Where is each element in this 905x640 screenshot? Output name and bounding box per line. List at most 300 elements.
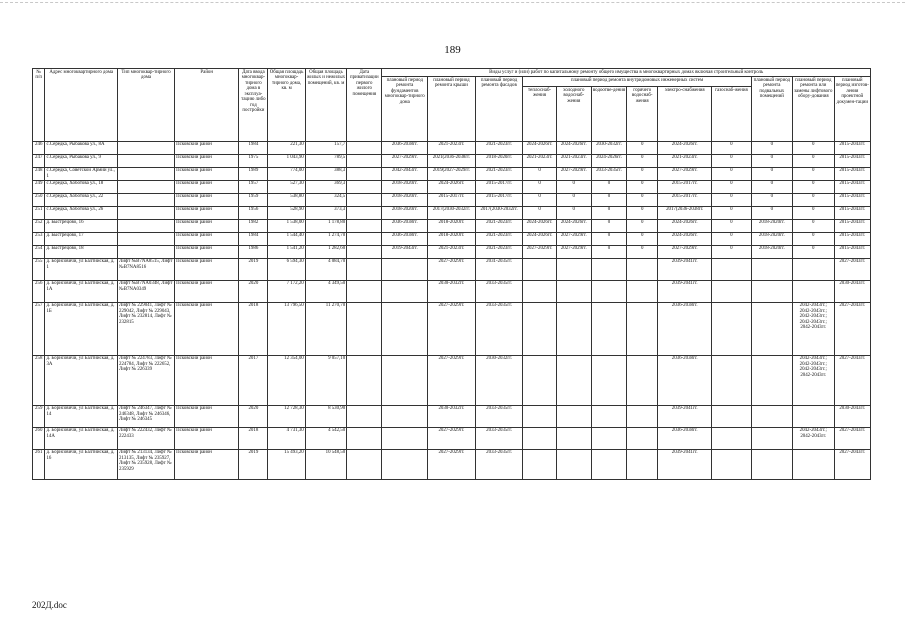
cell-foundation [382,302,428,355]
cell-facade: 2033-2035гг. [475,427,523,449]
cell-elevator: 0 [793,245,834,258]
cell-basement: 0 [751,154,792,167]
cell-roof: 2030-2032гг. [428,280,476,302]
cell-num: 254 [33,245,45,258]
cell-district: Псковский район [175,232,239,245]
cell-type [118,154,175,167]
cell-hot-water: 0 [627,232,658,245]
cell-basement [751,302,792,355]
cell-type: Лифт № 224783, Лифт № 224784, Лифт № 222652, Лифт № 226339 [118,355,175,405]
header-systems-title: плановый период ремонта внутридомовых инженерных систем [523,77,751,87]
cell-drainage [591,355,626,405]
cell-foundation [382,449,428,479]
cell-num: 259 [33,405,45,427]
cell-elevator: 0 [793,193,834,206]
cell-total-area: 774,00 [268,167,305,180]
cell-hot-water [627,258,658,280]
cell-design: 2015-2043гг. [834,154,870,167]
cell-drainage [591,302,626,355]
table-row [33,141,871,154]
capital-repair-table-wrap [32,68,871,480]
cell-facade: 2021-2023гг. [475,167,523,180]
cell-gas [712,258,751,280]
cell-total-area: 7 172,20 [268,280,305,302]
cell-roof: 2030-2032гг. [428,405,476,427]
cell-gas: 0 [712,141,751,154]
cell-elevator: 0 [793,206,834,219]
table-row [33,427,871,449]
header-elevator: плановый период ремонта или замены лифтового обору-дования [793,77,834,141]
cell-gas [712,280,751,302]
cell-roof: 2018-2020гг. [428,232,476,245]
cell-hot-water: 0 [627,180,658,193]
cell-electric: 2039-2041гг. [658,258,712,280]
cell-address: с.Середка, Рыбакова ул., 9 [45,154,118,167]
cell-address: д. Борисовичи, ул Балтийская, д. 1А [45,280,118,302]
cell-drainage [591,280,626,302]
table-row [33,180,871,193]
cell-design: 2027-2043гг. [834,258,870,280]
cell-transfer-date [347,232,382,245]
cell-district: Псковский район [175,258,239,280]
cell-electric: 2036-2038гг. [658,302,712,355]
cell-transfer-date [347,245,382,258]
cell-total-area: 6 594,30 [268,258,305,280]
table-row [33,302,871,355]
cell-basement: 0 [751,206,792,219]
table-row [33,449,871,479]
cell-foundation [382,280,428,302]
cell-transfer-date [347,427,382,449]
cell-facade: 2017(2030-2032гг. [475,206,523,219]
cell-heating: 2024-2026гг. [523,141,556,154]
cell-heating [523,355,556,405]
header-design: плановый период изготов-ления проектной докумен-тации [834,77,870,141]
cell-year: 2020 [239,280,268,302]
table-row [33,193,871,206]
cell-heating: 2027-2029гг. [523,245,556,258]
cell-heating [523,427,556,449]
cell-address: с.Середка, Хоботова ул., 26 [45,206,118,219]
table-row [33,355,871,405]
cell-cold-water [556,405,591,427]
table-row [33,245,871,258]
table-header [33,69,871,142]
cell-roof: 2015-2017гг. [428,193,476,206]
cell-district: Псковский район [175,141,239,154]
header-transfer-date: Дата приватизации первого жилого помещения [347,69,382,142]
cell-drainage [591,427,626,449]
header-address: Адрес многоквартирного дома [45,69,118,142]
cell-electric: 2015-2017гг. [658,180,712,193]
cell-transfer-date [347,167,382,180]
cell-num: 249 [33,180,45,193]
cell-type: Лифт №В7NA0348, Лифт №В7NA0349 [118,280,175,302]
cell-facade: 2021-2023гг. [475,141,523,154]
cell-year: 1989 [239,167,268,180]
cell-address: д. Борисовичи, ул Балтийская, д. 14 [45,405,118,427]
cell-facade: 2021-2023гг. [475,232,523,245]
cell-foundation: 2042-2043гг. [382,167,428,180]
cell-drainage: 2024-2026гг. [591,154,626,167]
cell-cold-water: 0 [556,180,591,193]
cell-num: 260 [33,427,45,449]
cell-roof: 2027-2029гг. [428,449,476,479]
cell-gas [712,449,751,479]
table-row [33,219,871,232]
cell-heating [523,258,556,280]
cell-year: 1956 [239,206,268,219]
cell-heating: 0 [523,167,556,180]
cell-address: с.Середка, Хоботова ул., 18 [45,180,118,193]
cell-year: 2020 [239,405,268,427]
cell-living-area: 1 178,80 [305,219,346,232]
header-type: Тип многоквар-тирного дома [118,69,175,142]
cell-district: Псковский район [175,206,239,219]
table-row [33,258,871,280]
cell-total-area: 221,30 [268,141,305,154]
cell-living-area: 789,5 [305,154,346,167]
cell-heating: 0 [523,206,556,219]
cell-year: 1986 [239,245,268,258]
cell-elevator [793,405,834,427]
cell-living-area: 10 548,50 [305,449,346,479]
cell-total-area: 12 354,00 [268,355,305,405]
cell-transfer-date [347,219,382,232]
cell-basement: 0 [751,180,792,193]
cell-facade: 2033-2035гг. [475,449,523,479]
cell-elevator [793,449,834,479]
cell-roof: 2017(2030-2032гг. [428,206,476,219]
cell-electric: 2036-2038гг. [658,427,712,449]
cell-design: 2030-2043гг. [834,405,870,427]
cell-district: Псковский район [175,245,239,258]
cell-elevator: 2042-2043гг.; 2042-2043гг.; 2042-2043гг.; 2042-2043гг.; 2042-2043гг. [793,302,834,355]
cell-gas: 0 [712,154,751,167]
cell-num: 253 [33,232,45,245]
cell-basement [751,280,792,302]
cell-living-area: 369,3 [305,180,346,193]
cell-transfer-date [347,449,382,479]
cell-type: Лифт № 229041, Лифт № 229042, Лифт № 229043, Лифт № 232814, Лифт № 232815 [118,302,175,355]
cell-type [118,180,175,193]
cell-foundation [382,405,428,427]
cell-drainage [591,449,626,479]
cell-type [118,219,175,232]
cell-design: 2027-2043гг. [834,355,870,405]
scan-edge-line [0,2,905,3]
cell-elevator: 0 [793,141,834,154]
cell-electric: 2027-2029гг. [658,245,712,258]
header-roof: плановый период ремонта крыши [428,77,476,141]
cell-district: Псковский район [175,154,239,167]
cell-total-area: 1 541,20 [268,245,305,258]
cell-hot-water: 0 [627,193,658,206]
cell-design: 2015-2043гг. [834,180,870,193]
header-drainage: водоотве-дения [591,87,626,141]
cell-total-area: 1 043,90 [268,154,305,167]
cell-type: Лифт № 246347, Лифт № 246348, Лифт № 246346, Лифт № 246345 [118,405,175,427]
cell-district: Псковский район [175,167,239,180]
cell-num: 251 [33,206,45,219]
cell-drainage [591,405,626,427]
cell-hot-water [627,355,658,405]
cell-gas: 0 [712,206,751,219]
cell-basement: 2018-2020гг. [751,245,792,258]
cell-num: 258 [33,355,45,405]
cell-cold-water [556,427,591,449]
cell-basement: 2018-2020гг. [751,219,792,232]
cell-gas [712,302,751,355]
cell-district: Псковский район [175,180,239,193]
header-facade: плановый период ремонта фасадов [475,77,523,141]
cell-hot-water [627,302,658,355]
cell-hot-water: 0 [627,245,658,258]
header-num: № п/п [33,69,45,142]
cell-type: Лифт № 213134, Лифт № 213135, Лифт № 235927, Лифт № 235928, Лифт № 235929 [118,449,175,479]
cell-transfer-date [347,180,382,193]
cell-year: 2019 [239,258,268,280]
cell-cold-water [556,280,591,302]
cell-district: Псковский район [175,193,239,206]
cell-electric: 2024-2026гг. [658,141,712,154]
cell-foundation [382,355,428,405]
cell-transfer-date [347,193,382,206]
cell-address: с.Середка, Советской Армии ул., 1 [45,167,118,180]
table-row [33,232,871,245]
cell-num: 246 [33,141,45,154]
cell-basement [751,449,792,479]
cell-year: 1984 [239,141,268,154]
cell-drainage: 0 [591,219,626,232]
cell-foundation: 2036-2038гг. [382,219,428,232]
cell-num: 256 [33,280,45,302]
footer-filename: 202Д.doc [32,600,67,610]
cell-electric: 2021-2023гг. [658,154,712,167]
cell-roof: 2027-2029гг. [428,258,476,280]
cell-basement: 2018-2020гг. [751,232,792,245]
cell-living-area: 4 084,70 [305,258,346,280]
cell-address: с.Середка, Хоботова ул., 22 [45,193,118,206]
cell-gas [712,405,751,427]
cell-district: Псковский район [175,355,239,405]
cell-district: Псковский район [175,280,239,302]
header-basement: плановый период ремонта подвальных помещений [751,77,792,141]
cell-cold-water [556,355,591,405]
cell-electric: 2024-2026гг. [658,232,712,245]
cell-district: Псковский район [175,302,239,355]
header-living-area: Общая площадь жилых и нежилых помещений, кв. м [305,69,346,142]
cell-elevator: 0 [793,180,834,193]
cell-drainage: 0 [591,245,626,258]
cell-facade: 2030-2032гг. [475,355,523,405]
cell-type [118,232,175,245]
cell-facade: 2015-2017гг. [475,180,523,193]
header-electric: электро-снабжения [658,87,712,141]
cell-total-area: 12 728,30 [268,405,305,427]
cell-num: 248 [33,167,45,180]
cell-type [118,141,175,154]
cell-cold-water: 0 [556,206,591,219]
cell-address: д. Быстрецово, 18 [45,245,118,258]
cell-address: д. Быстрецово, 16 [45,219,118,232]
cell-address: д. Борисовичи, ул Балтийская, д. 1 [45,258,118,280]
cell-electric: 2039-2041гг. [658,280,712,302]
cell-facade: 2033-2035гг. [475,302,523,355]
cell-cold-water: 2021-2023гг. [556,154,591,167]
cell-cold-water: 2027-2029гг. [556,245,591,258]
cell-transfer-date [347,154,382,167]
cell-type [118,206,175,219]
cell-drainage: 0 [591,206,626,219]
cell-roof: 2021-2023гг. [428,245,476,258]
cell-heating: 0 [523,193,556,206]
cell-cold-water [556,449,591,479]
cell-year: 2019 [239,449,268,479]
cell-basement [751,405,792,427]
cell-design: 2015-2043гг. [834,193,870,206]
cell-type [118,167,175,180]
cell-basement: 0 [751,193,792,206]
cell-cold-water: 2027-2029гг. [556,167,591,180]
header-heating: теплоснаб-жения [523,87,556,141]
cell-type: Лифт № 222432, Лифт № 222433 [118,427,175,449]
cell-roof: 2021-2023гг. [428,141,476,154]
cell-living-area: 4 542,50 [305,427,346,449]
cell-heating: 2024-2026гг. [523,219,556,232]
cell-transfer-date [347,258,382,280]
cell-num: 247 [33,154,45,167]
table-row [33,405,871,427]
cell-design: 2015-2043гг. [834,232,870,245]
cell-living-area: 388,3 [305,167,346,180]
cell-foundation: 2018-2020гг. [382,206,428,219]
cell-heating [523,405,556,427]
cell-total-area: 527,30 [268,180,305,193]
cell-elevator: 0 [793,167,834,180]
cell-gas: 0 [712,219,751,232]
cell-roof: 2019(2027-2029гг. [428,167,476,180]
cell-address: д. Борисовичи, ул Балтийская, д. 14А [45,427,118,449]
cell-hot-water: 0 [627,219,658,232]
cell-basement [751,258,792,280]
cell-living-area: 4 349,50 [305,280,346,302]
cell-living-area: 373,3 [305,206,346,219]
cell-elevator: 0 [793,219,834,232]
header-total-area: Общая площадь многоквар-тирного дома, кв. м [268,69,305,142]
cell-design: 2015-2043гг. [834,167,870,180]
page-number: 189 [444,44,461,56]
cell-basement [751,427,792,449]
cell-roof: 2024-2026гг. [428,180,476,193]
cell-cold-water [556,302,591,355]
cell-foundation: 2019-2043гг. [382,245,428,258]
header-works-title: Виды услуг и (или) работ по капитальному ремонту общего имущества в многоквартирных домах включая строительный контроль [382,69,871,77]
cell-living-area: 1 282,60 [305,245,346,258]
cell-heating: 2024-2026гг. [523,232,556,245]
cell-type [118,193,175,206]
cell-num: 252 [33,219,45,232]
cell-foundation: 2027-2029гг. [382,154,428,167]
cell-elevator: 0 [793,232,834,245]
cell-design: 2015-2043гг. [834,206,870,219]
cell-heating: 0 [523,180,556,193]
cell-drainage [591,258,626,280]
cell-roof: 2021(2036-2038гг. [428,154,476,167]
cell-facade: 2018-2020гг. [475,154,523,167]
cell-foundation: 2036-2038гг. [382,232,428,245]
cell-gas: 0 [712,193,751,206]
cell-living-area: 324,5 [305,193,346,206]
cell-foundation: 2036-2038гг. [382,141,428,154]
cell-address: д. Борисовичи, ул Балтийская, д. 1Б [45,302,118,355]
cell-hot-water [627,280,658,302]
cell-year: 1959 [239,193,268,206]
cell-elevator: 2042-2043гг.; 2042-2043гг.; 2042-2043гг.; 2042-2043гг. [793,355,834,405]
cell-type: Лифт №В7NA8515, Лифт №В7NA8516 [118,258,175,280]
cell-transfer-date [347,405,382,427]
cell-roof: 2027-2029гг. [428,427,476,449]
cell-total-area: 15 493,20 [268,449,305,479]
cell-address: д. Быстрецово, 17 [45,232,118,245]
header-hot-water: горячего водоснаб-жения [627,87,658,141]
cell-address: д. Борисовичи, ул Балтийская, д. 16 [45,449,118,479]
cell-address: д. Борисовичи, ул Балтийская, д. 3А [45,355,118,405]
cell-elevator [793,258,834,280]
table-row [33,280,871,302]
cell-design: 2027-2043гг. [834,449,870,479]
cell-district: Псковский район [175,219,239,232]
table-row [33,167,871,180]
cell-facade: 2031-2035гг. [475,258,523,280]
header-gas: газоснаб-жения [712,87,751,141]
cell-transfer-date [347,206,382,219]
cell-living-area: 9 057,10 [305,355,346,405]
cell-roof: 2027-2029гг. [428,302,476,355]
cell-address: с.Середка, Рыбакова ул., 8А [45,141,118,154]
cell-cold-water: 0 [556,193,591,206]
cell-elevator: 2042-2043гг.; 2042-2043гг. [793,427,834,449]
cell-basement: 0 [751,167,792,180]
cell-living-area: 1 274,70 [305,232,346,245]
cell-district: Псковский район [175,449,239,479]
header-foundation: плановый период ремонта фундаментов многоквар-тирного дома [382,77,428,141]
table-body [33,141,871,479]
cell-living-area: 11 270,70 [305,302,346,355]
header-year: Дата ввода многоквар-тирного дома в эксплуа-тацию либо год постройки [239,69,268,142]
cell-foundation [382,258,428,280]
header-district: Район [175,69,239,142]
cell-gas: 0 [712,167,751,180]
cell-heating [523,449,556,479]
cell-roof: 2027-2029гг. [428,355,476,405]
cell-design: 2015-2043гг. [834,141,870,154]
cell-total-area: 538,80 [268,193,305,206]
cell-year: 2017 [239,355,268,405]
cell-cold-water: 2024-2026гг. [556,141,591,154]
cell-year: 1957 [239,180,268,193]
cell-basement [751,355,792,405]
cell-foundation [382,427,428,449]
cell-hot-water: 0 [627,167,658,180]
cell-year: 1984 [239,232,268,245]
cell-elevator: 0 [793,154,834,167]
cell-district: Псковский район [175,405,239,427]
cell-facade: 2015-2017гг. [475,193,523,206]
cell-year: 2018 [239,302,268,355]
cell-transfer-date [347,141,382,154]
cell-total-area: 528,90 [268,206,305,219]
